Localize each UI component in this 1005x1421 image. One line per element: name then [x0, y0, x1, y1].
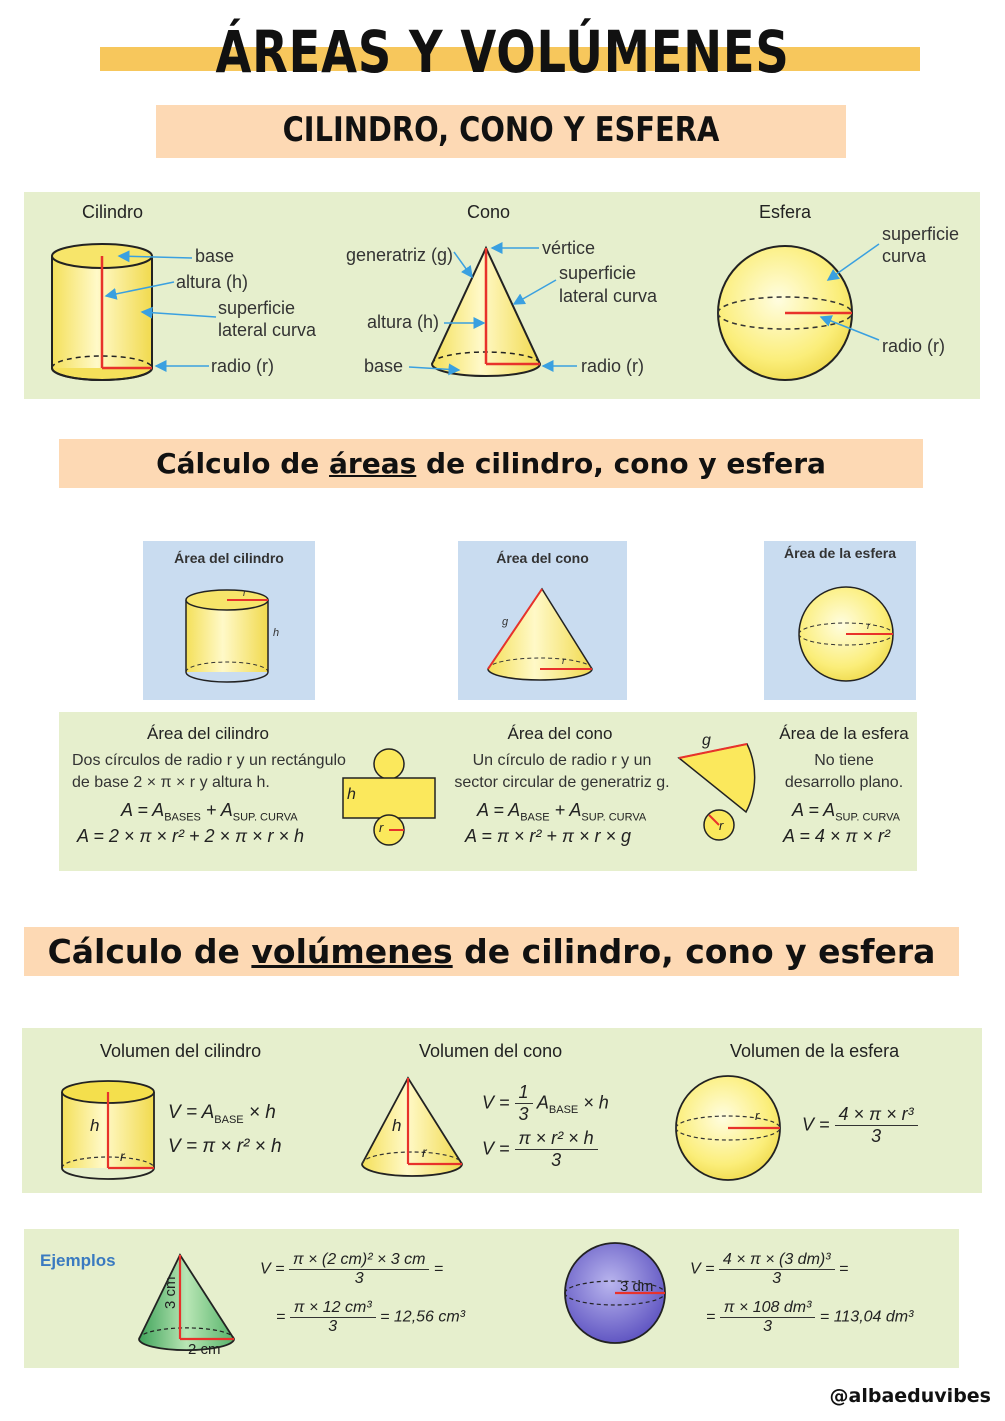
area-card-sphere-title: Área de la esfera [783, 545, 897, 561]
area-cylinder-formula-2: A = 2 × π × r² + 2 × π × r × h [77, 826, 305, 846]
volumes-panel [22, 1028, 982, 1193]
volume-cone-figure [362, 1078, 462, 1176]
example-cone-figure [139, 1255, 234, 1350]
svg-text:g: g [502, 616, 509, 628]
area-formulas-panel [59, 712, 917, 871]
volumes-banner-suffix: de cilindro, cono y esfera [452, 932, 936, 971]
volume-sphere-figure [676, 1076, 780, 1180]
area-cone-formula-1: $A = A_{BASE} + A_{SUP. CURVA}$ [477, 800, 647, 824]
area-sphere-title: Área de la esfera [779, 724, 909, 743]
area-cone-desc-2: sector circular de generatriz g. [454, 774, 670, 791]
area-cylinder-formula-1: $A = A_{BASES} + A_{SUP. CURVA}$ [121, 800, 298, 824]
svg-text:r: r [243, 588, 247, 599]
area-sphere-formula-1: $A = A_{SUP. CURVA}$ [792, 800, 901, 824]
areas-banner [59, 439, 923, 488]
cylinder-net [343, 749, 435, 845]
svg-text:r: r [562, 656, 566, 667]
areas-banner-suffix: de cilindro, cono y esfera [416, 447, 826, 480]
area-card-cone [458, 541, 627, 700]
volumes-banner [24, 927, 959, 976]
volume-cylinder-r-label: r [120, 1148, 125, 1164]
sphere-surface-label-2: curva [882, 246, 927, 266]
cone-base-label: base [364, 356, 404, 376]
area-cylinder-title: Área del cilindro [147, 724, 269, 743]
cone-radius-label: radio (r) [581, 356, 645, 376]
cylinder-net-h-label: h [347, 786, 356, 803]
cylinder-surface-label-2: lateral curva [218, 320, 317, 340]
examples-title: Ejemplos [40, 1251, 116, 1270]
example-cone-line-2: = $\frac{\text{π × 12 cm³}}{3}$ = 12,56 cm³ [276, 1299, 466, 1335]
cone-generatrix-label: generatriz (g) [346, 245, 454, 265]
area-cylinder-desc-2: de base 2 × π × r y altura h. [72, 774, 270, 791]
cone-surface-label-2: lateral curva [559, 286, 658, 306]
cylinder-radius-label: radio (r) [211, 356, 275, 376]
area-card-cone-title: Área del cono [496, 550, 589, 566]
volume-sphere-formula: V = $\frac{\text{4 × π × r³}}{3}$ [802, 1104, 918, 1147]
svg-text:h: h [273, 627, 280, 639]
sphere-surface-label-1: superficie [882, 224, 960, 244]
cone-figure [432, 248, 540, 376]
sphere-figure [718, 246, 852, 380]
example-cone-line-1: V = $\frac{\text{π × (2 cm)² × 3 cm}}{3}$ = [260, 1251, 444, 1287]
area-card-sphere [764, 541, 916, 700]
volume-sphere-title: Volumen de la esfera [730, 1041, 900, 1061]
cylinder-figure [52, 244, 152, 380]
example-sphere-line-2: = $\frac{\text{π × 108 dm³}}{3}$ = 113,04 dm³ [706, 1299, 914, 1335]
area-cylinder-desc-1: Dos círculos de radio r y un rectángulo [72, 752, 346, 769]
example-sphere-line-1: V = $\frac{\text{4 × π × (3 dm)³}}{3}$ = [690, 1251, 849, 1287]
credit-handle: @albaeduvibes [829, 1385, 991, 1407]
area-card-cylinder-title: Área del cilindro [174, 550, 284, 566]
sphere-title: Esfera [759, 202, 812, 222]
areas-banner-prefix: Cálculo de [156, 447, 330, 480]
example-cone-height-label: 3 cm [162, 1276, 179, 1309]
volume-cylinder-h-label: h [90, 1116, 100, 1135]
volume-cylinder-title: Volumen del cilindro [100, 1041, 262, 1061]
cylinder-base-label: base [195, 246, 235, 266]
area-card-cylinder [143, 541, 315, 700]
volume-sphere-r-label: r [755, 1108, 760, 1123]
cone-net-r-label: r [719, 818, 724, 833]
cone-net [679, 744, 755, 840]
cylinder-title: Cilindro [82, 202, 144, 222]
cone-net-g-label: g [702, 732, 711, 749]
cylinder-net-r-label: r [379, 820, 384, 835]
shapes-diagram [24, 192, 980, 399]
page-subtitle: CILINDRO, CONO Y ESFERA [282, 110, 720, 150]
cone-height-label: altura (h) [367, 312, 440, 332]
volume-cone-r-label: r [422, 1144, 427, 1160]
area-sphere-desc-2: desarrollo plano. [784, 774, 904, 791]
areas-banner-key: áreas [329, 447, 417, 480]
volume-cylinder-formula-1: $V = A_{BASE} \times h$ [168, 1102, 276, 1126]
volumes-banner-prefix: Cálculo de [47, 932, 252, 971]
shapes-panel [24, 192, 980, 399]
sphere-radius-label: radio (r) [882, 336, 946, 356]
volume-cone-formula-1: V = $\frac{1}{3}$ $A_{BASE} \times h$ [482, 1082, 609, 1124]
area-sphere-formula-2: A = 4 × π × r² [783, 826, 890, 846]
area-sphere-desc-1: No tiene [814, 752, 874, 769]
examples-panel [24, 1229, 959, 1368]
volume-cone-title: Volumen del cono [419, 1041, 563, 1061]
area-cone-desc-1: Un círculo de radio r y un [472, 752, 652, 769]
cone-title: Cono [467, 202, 511, 222]
svg-text:r: r [867, 621, 871, 632]
example-cone-radius-label: 2 cm [188, 1341, 221, 1358]
page-title: ÁREAS Y VOLÚMENES [215, 18, 790, 86]
volume-cylinder-formula-2: V = π × r² × h [168, 1136, 282, 1157]
volume-cone-formula-2: V = $\frac{\text{π × r² × h}}{3}$ [482, 1128, 598, 1171]
area-cone-formula-2: A = π × r² + π × r × g [465, 826, 632, 846]
area-cone-title: Área del cono [507, 724, 613, 743]
cone-vertex-label: vértice [542, 238, 596, 258]
volumes-banner-key: volúmenes [251, 932, 453, 971]
volume-cone-h-label: h [392, 1116, 402, 1135]
volume-cylinder-figure [62, 1081, 154, 1179]
cylinder-surface-label-1: superficie [218, 298, 296, 318]
example-sphere-radius-label: 3 dm [620, 1278, 654, 1295]
cylinder-height-label: altura (h) [176, 272, 249, 292]
cone-surface-label-1: superficie [559, 263, 637, 283]
